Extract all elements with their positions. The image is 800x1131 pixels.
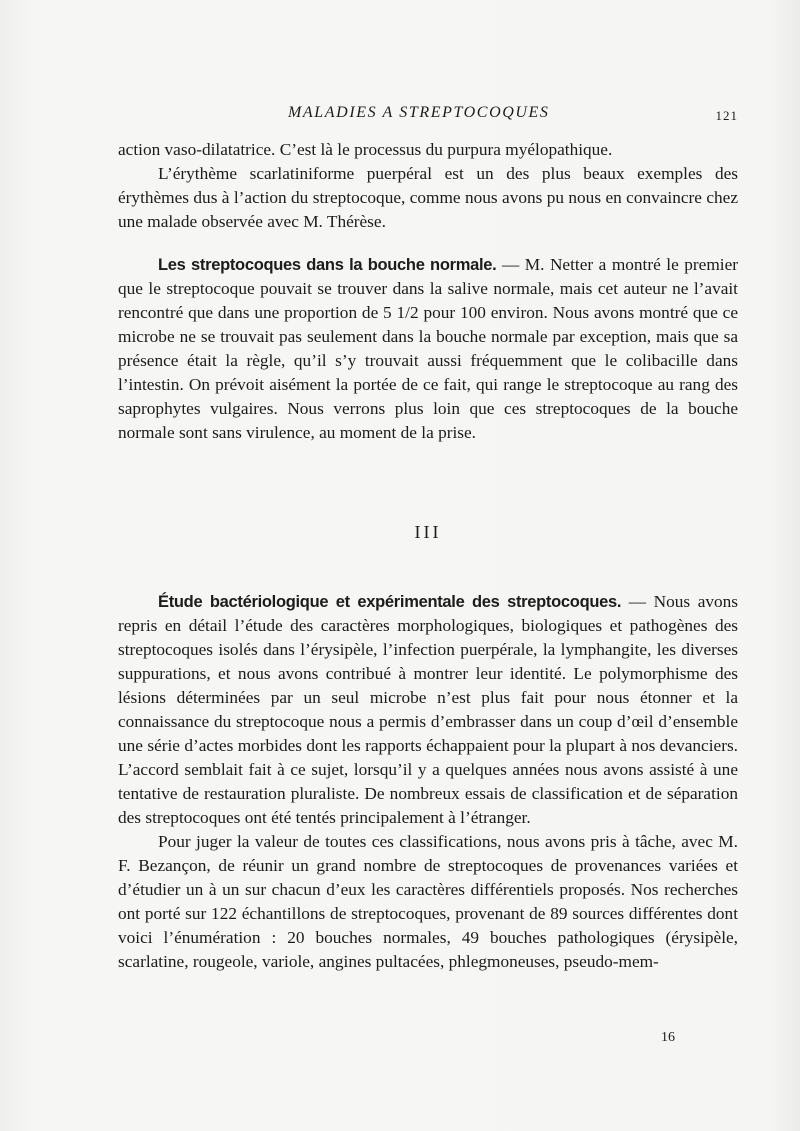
page-number: 121 [715,108,738,123]
paragraph-continuation: action vaso-dilatatrice. C’est là le processus du purpura myélopathique. [118,140,613,159]
paragraph-block-1 [118,138,738,234]
heading-dash: — [496,255,525,274]
paragraph-mouth-streptococci [118,253,738,445]
paragraph-block-3 [118,590,738,974]
paragraph-erythema: L’érythème scarlatiniforme puerpéral est un des plus beaux exemples des érythèmes dus à l’action du streptocoque, comme nous avons pu nous en convaincre chez une malade observée avec M. Thérèse. [118,164,738,231]
printer-signature: 16 [661,1030,675,1045]
heading-dash: — [621,592,654,611]
section-heading-mouth: Les streptocoques dans la bouche normale. [158,256,497,274]
paragraph-classifications: Pour juger la valeur de toutes ces classifications, nous avons pris à tâche, avec M. F. Bezançon, de réunir un grand nombre de streptocoques de provenances variées et d’étudier un à un sur chacun d’eux les caractères différentiels proposés. Nos recherches ont porté sur 122 échantillons de streptocoques, provenant de 89 sources différentes dont voici l’énumération : 20 bouches normales, 49 bouches pathologiques (érysipèle, scarlatine, rougeole, variole, angines pultacées, phlegmoneuses, pseudo-mem- [118,832,738,971]
running-title: MALADIES A STREPTOCOQUES [288,104,550,121]
running-header [118,104,738,124]
paragraph-text: Nous avons repris en détail l’étude des caractères morphologiques, biologiques et pathogènes des streptocoques isolés dans l’érysipèle, l’infection puerpérale, la lymphangite, les diverses suppurations, et nous avons contribué à montrer leur identité. Le polymorphisme des lésions déterminées par un seul microbe n’est plus fait pour nous étonner et la connaissance du streptocoque nous a permis d’embrasser dans un coup d’œil d’ensemble une série d’actes morbides dont les rapports échappaient pour la plupart à nos devanciers. L’accord semblait fait à ce sujet, lorsqu’il y a quelques années nous avons assisté à une tentative de restauration pluraliste. De nombreux essais de classification et de séparation des streptocoques ont été tentés principalement à l’étranger. [118,592,739,827]
section-heading-study: Étude bactériologique et expérimentale des streptocoques. [158,593,622,611]
section-number: III [414,522,442,542]
paragraph-text: M. Netter a montré le premier que le streptocoque pouvait se trouver dans la salive normale, mais cet auteur ne l’avait rencontré que dans une proportion de 5 1/2 pour 100 environ. Nous avons montré que ce microbe ne se trouvait pas seulement dans la bouche normale par exception, mais que sa présence était la règle, qu’il s’y trouvait aussi fréquemment que le colibacille dans l’intestin. On prévoit aisément la portée de ce fait, qui range le streptocoque au rang des saprophytes vulgaires. Nous verrons plus loin que ces streptocoques de la bouche normale sont sans virulence, au moment de la prise. [118,255,739,442]
paragraph-block-2 [118,253,738,445]
paragraph-bacteriological-study [118,590,738,830]
